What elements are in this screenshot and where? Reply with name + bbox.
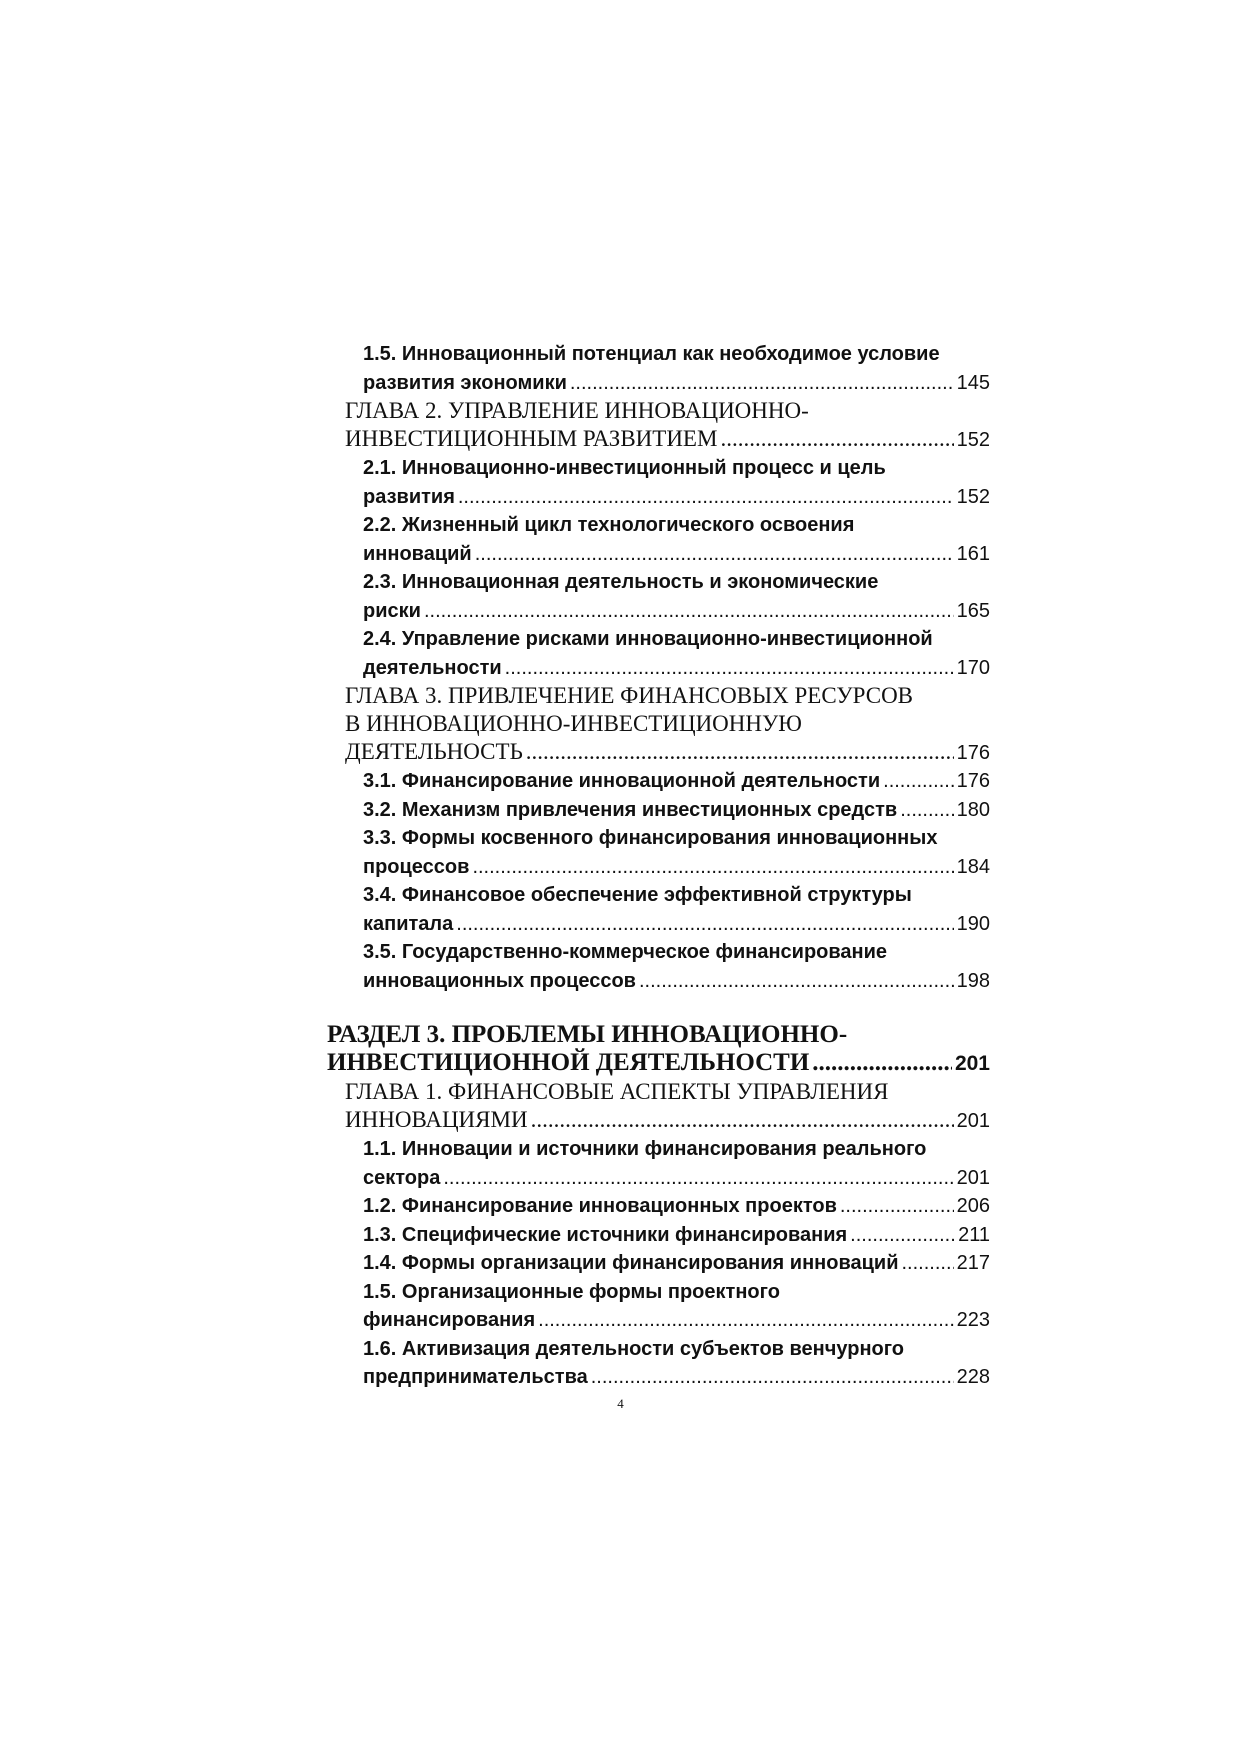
toc-entry-last-line	[363, 1221, 990, 1250]
toc-entry-title-line: предпринимательства	[363, 1366, 588, 1388]
toc-entry-last-line	[363, 796, 990, 825]
dot-leader	[538, 1306, 953, 1335]
toc-entry-sub[interactable]	[327, 625, 990, 682]
toc-entry-sub[interactable]	[327, 1278, 990, 1335]
toc-entry-title-line: ИНВЕСТИЦИОННОЙ ДЕЯТЕЛЬНОСТИ	[327, 1049, 810, 1076]
toc-entry-title-line: ГЛАВА 1. ФИНАНСОВЫЕ АСПЕКТЫ УПРАВЛЕНИЯ	[345, 1079, 889, 1104]
table-of-contents	[327, 340, 990, 1392]
toc-entry-last-line	[363, 1306, 990, 1335]
toc-entry-title-line: 1.1. Инновации и источники финансирования реального	[363, 1138, 927, 1160]
toc-entry-sub[interactable]	[327, 1135, 990, 1192]
toc-entry-last-line	[327, 1049, 990, 1078]
toc-entry-last-line	[363, 597, 990, 626]
toc-page-number: 176	[956, 770, 990, 792]
dot-leader	[591, 1363, 954, 1392]
toc-entry-last-line	[363, 1363, 990, 1392]
toc-entry-last-line	[363, 967, 990, 996]
toc-entry-sub[interactable]	[327, 1335, 990, 1392]
toc-entry-title-line: 1.4. Формы организации финансирования инноваций	[363, 1252, 899, 1274]
toc-entry-title-line: инновационных процессов	[363, 969, 636, 992]
toc-entry-chapter[interactable]	[327, 1078, 990, 1135]
toc-page-number: 206	[956, 1195, 990, 1217]
toc-entry-title-line: сектора	[363, 1166, 441, 1189]
toc-entry-title-line: финансирования	[363, 1309, 536, 1331]
toc-entry-title-line: ИНВЕСТИЦИОННЫМ РАЗВИТИЕМ	[345, 426, 718, 451]
toc-page-number: 184	[956, 855, 990, 878]
toc-entry-chapter[interactable]	[327, 682, 990, 767]
toc-entry-title-line: ГЛАВА 3. ПРИВЛЕЧЕНИЕ ФИНАНСОВЫХ РЕСУРСОВ	[345, 683, 914, 708]
dot-leader	[900, 796, 953, 825]
dot-leader	[531, 1106, 954, 1134]
toc-entry-title-line: риски	[363, 599, 421, 622]
toc-page-number: 198	[956, 969, 990, 992]
toc-page-number: 180	[956, 798, 990, 821]
toc-entry-last-line	[363, 369, 990, 398]
toc-entry-sub[interactable]	[327, 938, 990, 995]
toc-entry-sub[interactable]	[327, 1192, 990, 1221]
toc-page-number: 145	[956, 371, 990, 394]
toc-entry-last-line	[363, 767, 990, 796]
toc-page-number: 165	[956, 599, 990, 622]
toc-page-number: 201	[956, 1166, 990, 1189]
toc-entry-title-line: 1.5. Организационные формы проектного	[363, 1280, 780, 1303]
toc-entry-title-line: 3.2. Механизм привлечения инвестиционных средств	[363, 798, 898, 821]
toc-page-number: 152	[956, 485, 990, 508]
toc-entry-title-line: капитала	[363, 912, 454, 935]
toc-entry-last-line	[363, 853, 990, 882]
toc-entry-sub[interactable]	[327, 568, 990, 625]
toc-entry-last-line	[363, 483, 990, 512]
toc-entry-title-line: 3.5. Государственно-коммерческое финансирование	[363, 941, 888, 963]
toc-entry-sub[interactable]	[327, 511, 990, 568]
dot-leader	[850, 1221, 955, 1250]
dot-leader	[472, 853, 953, 882]
toc-entry-title-line: 1.5. Инновационный потенциал как необходимое условие	[363, 343, 940, 365]
toc-entry-sub[interactable]	[327, 824, 990, 881]
toc-entry-last-line	[363, 910, 990, 939]
toc-entry-title-line: 1.3. Специфические источники финансирования	[363, 1223, 848, 1246]
dot-leader	[443, 1164, 953, 1193]
toc-entry-title-line: 2.2. Жизненный цикл технологического освоения	[363, 514, 855, 536]
toc-page-number: 228	[956, 1366, 990, 1388]
toc-entry-sub[interactable]	[327, 881, 990, 938]
toc-entry-title-line: 2.4. Управление рисками инновационно-инвестиционной	[363, 628, 933, 650]
toc-entry-title-line: ДЕЯТЕЛЬНОСТЬ	[345, 739, 523, 764]
toc-entry-sub[interactable]	[327, 454, 990, 511]
toc-entry-last-line	[345, 738, 990, 767]
toc-page-number: 161	[956, 542, 990, 565]
page-number: 4	[617, 1396, 624, 1411]
toc-page-number: 176	[956, 742, 990, 764]
toc-entry-sub[interactable]	[327, 796, 990, 825]
dot-leader	[639, 967, 954, 996]
toc-entry-title-line: ИННОВАЦИЯМИ	[345, 1107, 528, 1132]
toc-page-number: 223	[956, 1309, 990, 1331]
dot-leader	[526, 738, 954, 766]
dot-leader	[456, 910, 953, 939]
toc-page-number: 170	[956, 656, 990, 679]
toc-page-number: 152	[956, 429, 990, 451]
dot-leader	[720, 425, 953, 453]
toc-page-number: 201	[954, 1052, 990, 1075]
toc-entry-title-line: 3.3. Формы косвенного финансирования инновационных	[363, 827, 938, 849]
toc-page-number: 190	[956, 912, 990, 935]
dot-leader	[458, 483, 954, 512]
toc-entry-sub[interactable]	[327, 1249, 990, 1278]
dot-leader	[475, 540, 954, 569]
toc-entry-chapter[interactable]	[327, 397, 990, 454]
toc-entry-title-line: деятельности	[363, 656, 502, 679]
toc-entry-sub[interactable]	[327, 340, 990, 397]
toc-entry-last-line	[363, 1192, 990, 1221]
toc-page-number: 201	[956, 1110, 990, 1132]
toc-entry-title-line: процессов	[363, 855, 470, 878]
toc-entry-last-line	[363, 1164, 990, 1193]
toc-entry-last-line	[345, 425, 990, 454]
toc-entry-title-line: 3.1. Финансирование инновационной деятельности	[363, 770, 881, 792]
dot-leader	[840, 1192, 954, 1221]
toc-entry-last-line	[363, 1249, 990, 1278]
dot-leader	[424, 597, 954, 626]
toc-entry-title-line: 1.6. Активизация деятельности субъектов венчурного	[363, 1337, 905, 1360]
toc-entry-title-line: 2.3. Инновационная деятельность и экономические	[363, 571, 879, 593]
toc-entry-title-line: 1.2. Финансирование инновационных проектов	[363, 1195, 837, 1217]
dot-leader	[883, 767, 953, 796]
toc-entry-title-line: В ИННОВАЦИОННО-ИНВЕСТИЦИОННУЮ	[345, 711, 802, 736]
toc-entry-title-line: 3.4. Финансовое обеспечение эффективной структуры	[363, 884, 912, 906]
toc-entry-sub[interactable]	[327, 767, 990, 796]
dot-leader	[570, 369, 954, 398]
toc-page-number: 217	[956, 1252, 990, 1274]
toc-entry-last-line	[363, 654, 990, 683]
toc-entry-title-line: РАЗДЕЛ 3. ПРОБЛЕМЫ ИННОВАЦИОННО-	[327, 1021, 848, 1048]
toc-page-number: 211	[958, 1223, 990, 1246]
dot-leader	[902, 1249, 954, 1278]
dot-leader	[812, 1049, 952, 1077]
toc-entry-section[interactable]	[327, 1021, 990, 1078]
toc-entry-last-line	[363, 540, 990, 569]
toc-entry-title-line: 2.1. Инновационно-инвестиционный процесс и цель	[363, 457, 886, 479]
toc-entry-title-line: развития экономики	[363, 371, 567, 394]
toc-entry-sub[interactable]	[327, 1221, 990, 1250]
toc-entry-last-line	[345, 1106, 990, 1135]
dot-leader	[505, 654, 954, 683]
toc-entry-title-line: развития	[363, 485, 455, 508]
toc-entry-title-line: ГЛАВА 2. УПРАВЛЕНИЕ ИННОВАЦИОННО-	[345, 398, 809, 423]
toc-entry-title-line: инноваций	[363, 542, 472, 565]
